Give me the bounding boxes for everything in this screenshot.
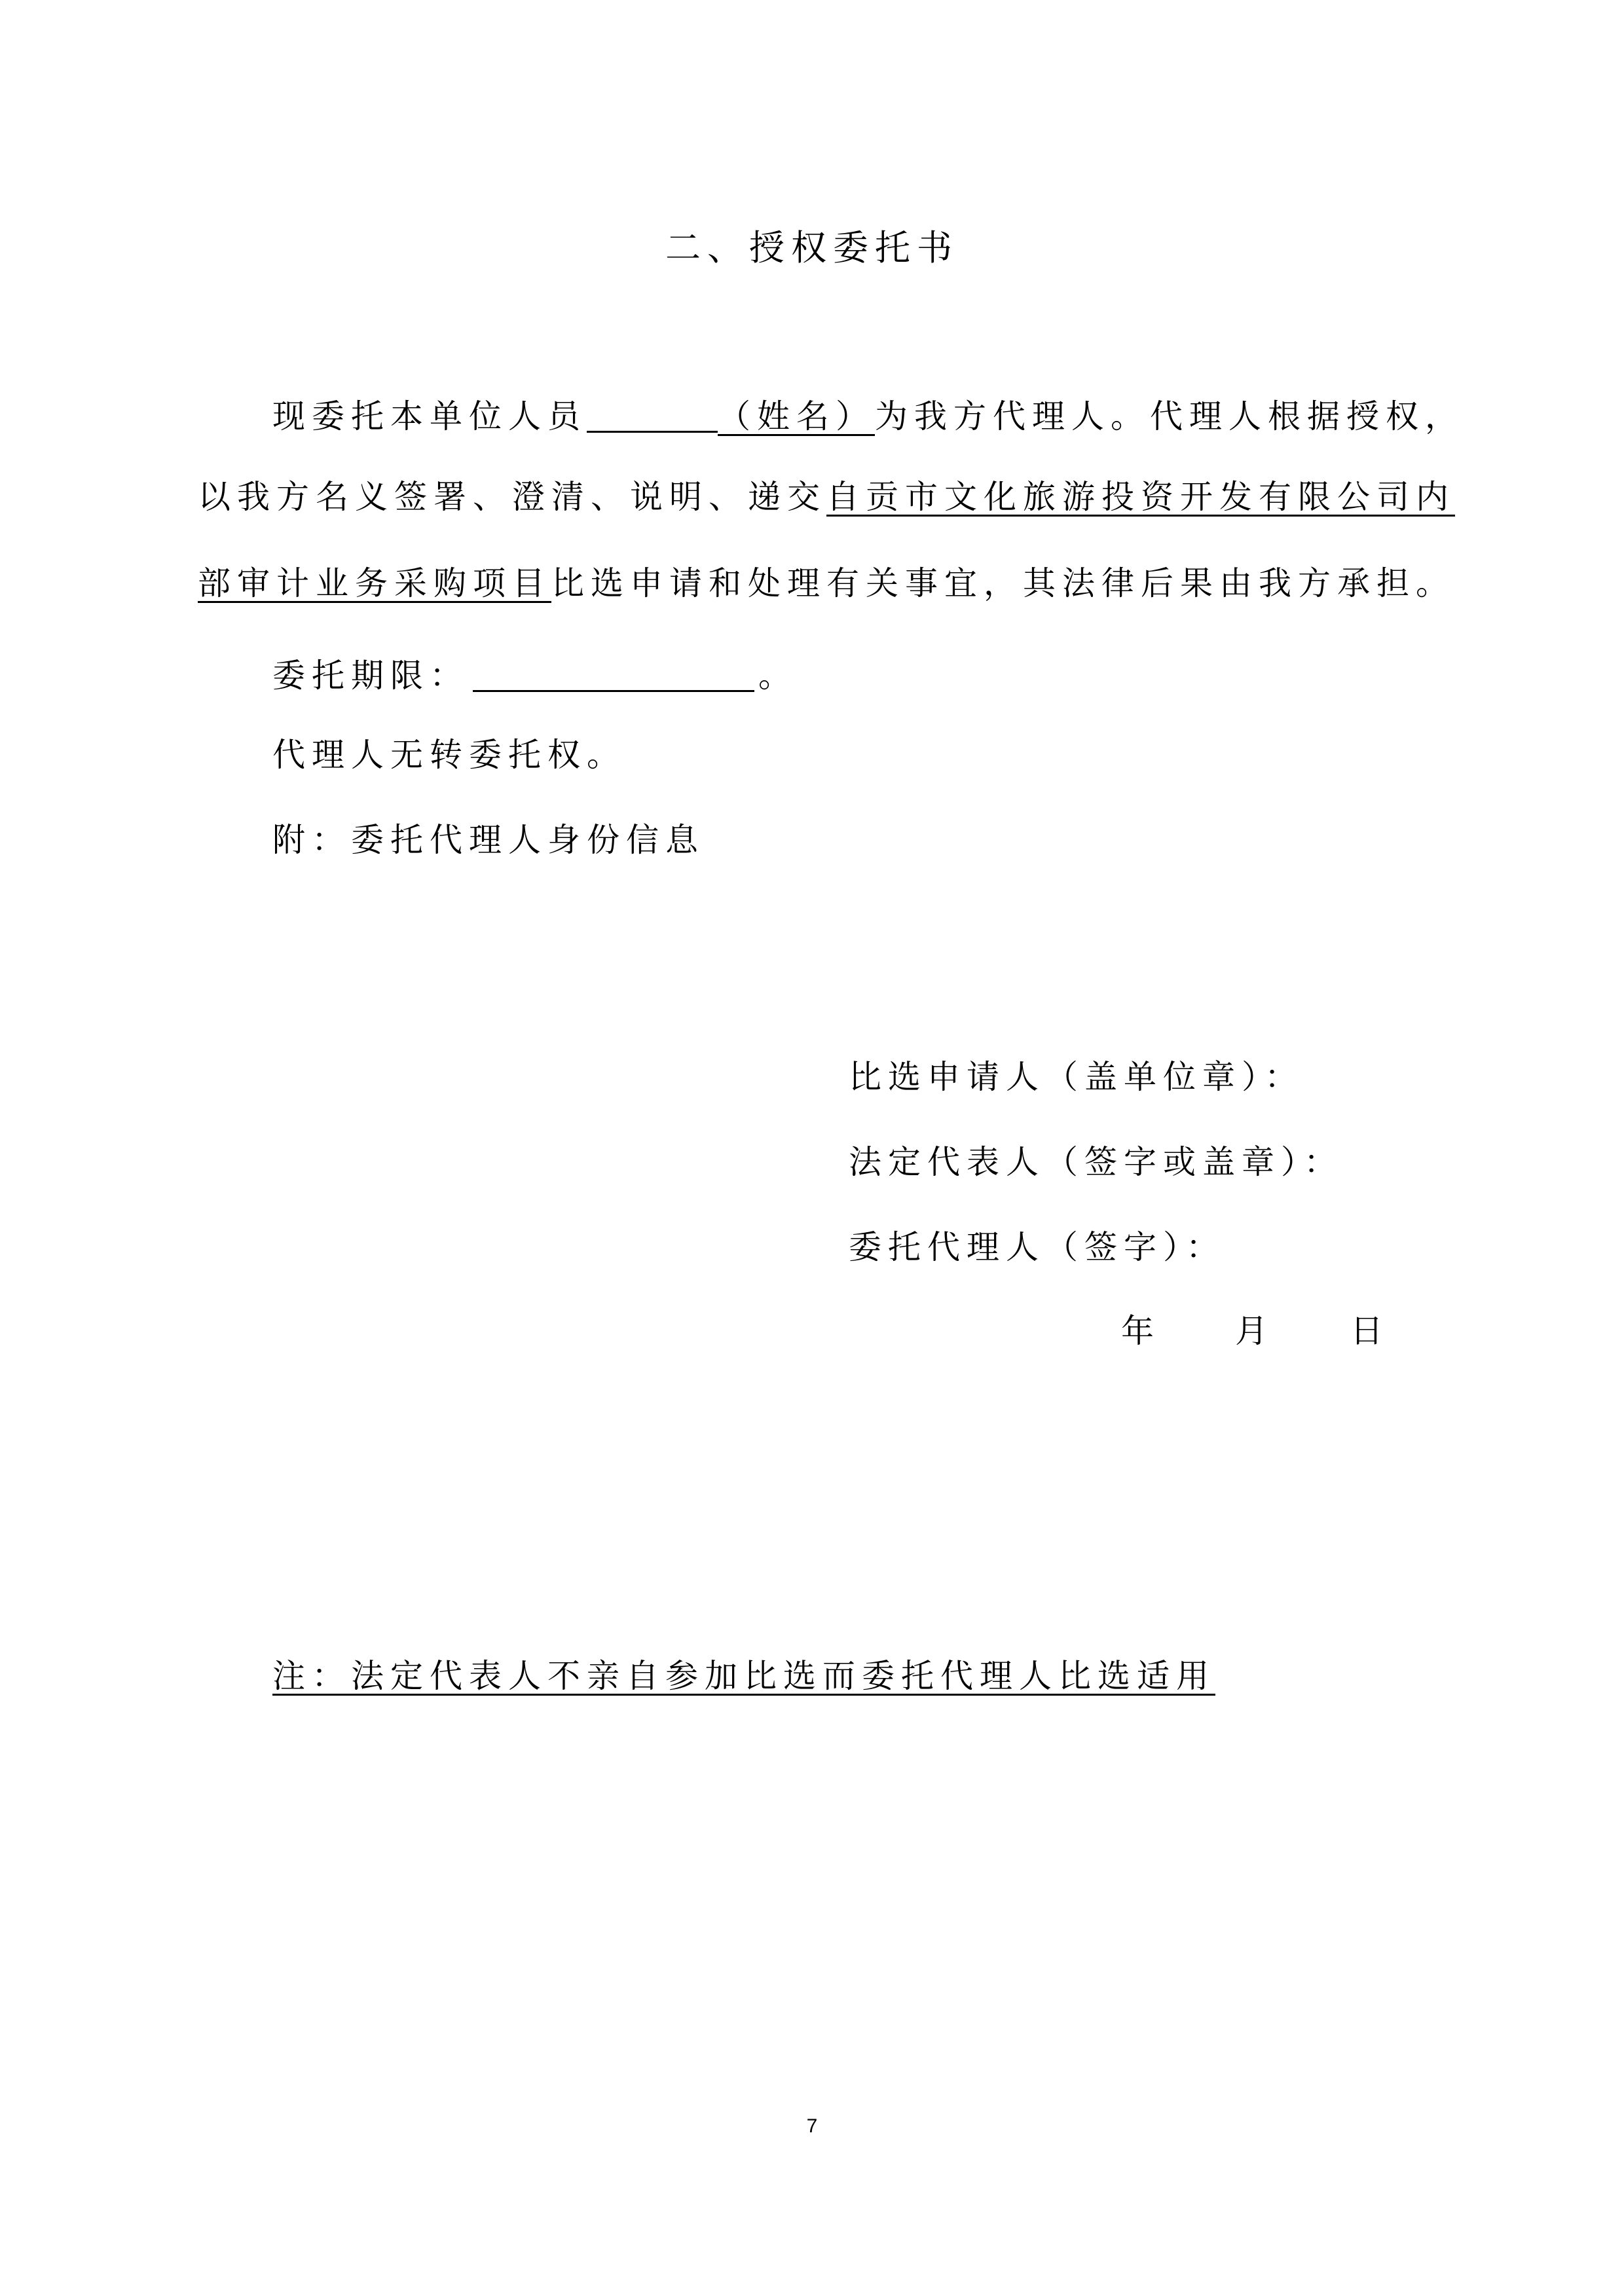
term-blank [473,652,754,692]
attachment-line: 附：委托代理人身份信息 [272,821,705,859]
date-year: 年 [1121,1312,1154,1350]
date-day: 日 [1350,1312,1383,1350]
agent-signature-line: 委托代理人（签字）： [849,1228,1225,1266]
page-number: 7 [806,2115,818,2137]
no-subdelegation-line: 代理人无转委托权。 [272,736,626,774]
body-text: 以我方名义签署、澄清、说明、递交 [198,478,826,516]
body-text: 比选申请和处理有关事宜，其法律后果由我方承担。 [551,564,1455,602]
legal-rep-signature-line: 法定代表人（签字或盖章）： [849,1143,1343,1181]
document-title: 二、授权委托书 [665,227,959,268]
project-name-part-1: 自贡市文化旅游投资开发有限公司内 [826,478,1455,516]
date-month: 月 [1235,1312,1268,1350]
term-end: 。 [758,657,798,695]
project-name-part-2: 部审计业务采购项目 [198,564,551,602]
term-label: 委托期限： [272,657,469,695]
paragraph-line-2 [198,478,1455,516]
body-text: 现委托本单位人员 [272,397,587,435]
term-line [272,652,798,695]
body-text: 为我方代理人。代理人根据授权， [875,397,1464,435]
paragraph-line-1 [272,393,1464,433]
note-line: 注：法定代表人不亲自参加比选而委托代理人比选适用 [272,1657,1215,1695]
applicant-signature-line: 比选申请人（盖单位章）： [849,1058,1304,1096]
name-label: （姓名） [718,397,875,435]
name-blank [587,393,718,433]
paragraph-line-3 [198,564,1455,602]
